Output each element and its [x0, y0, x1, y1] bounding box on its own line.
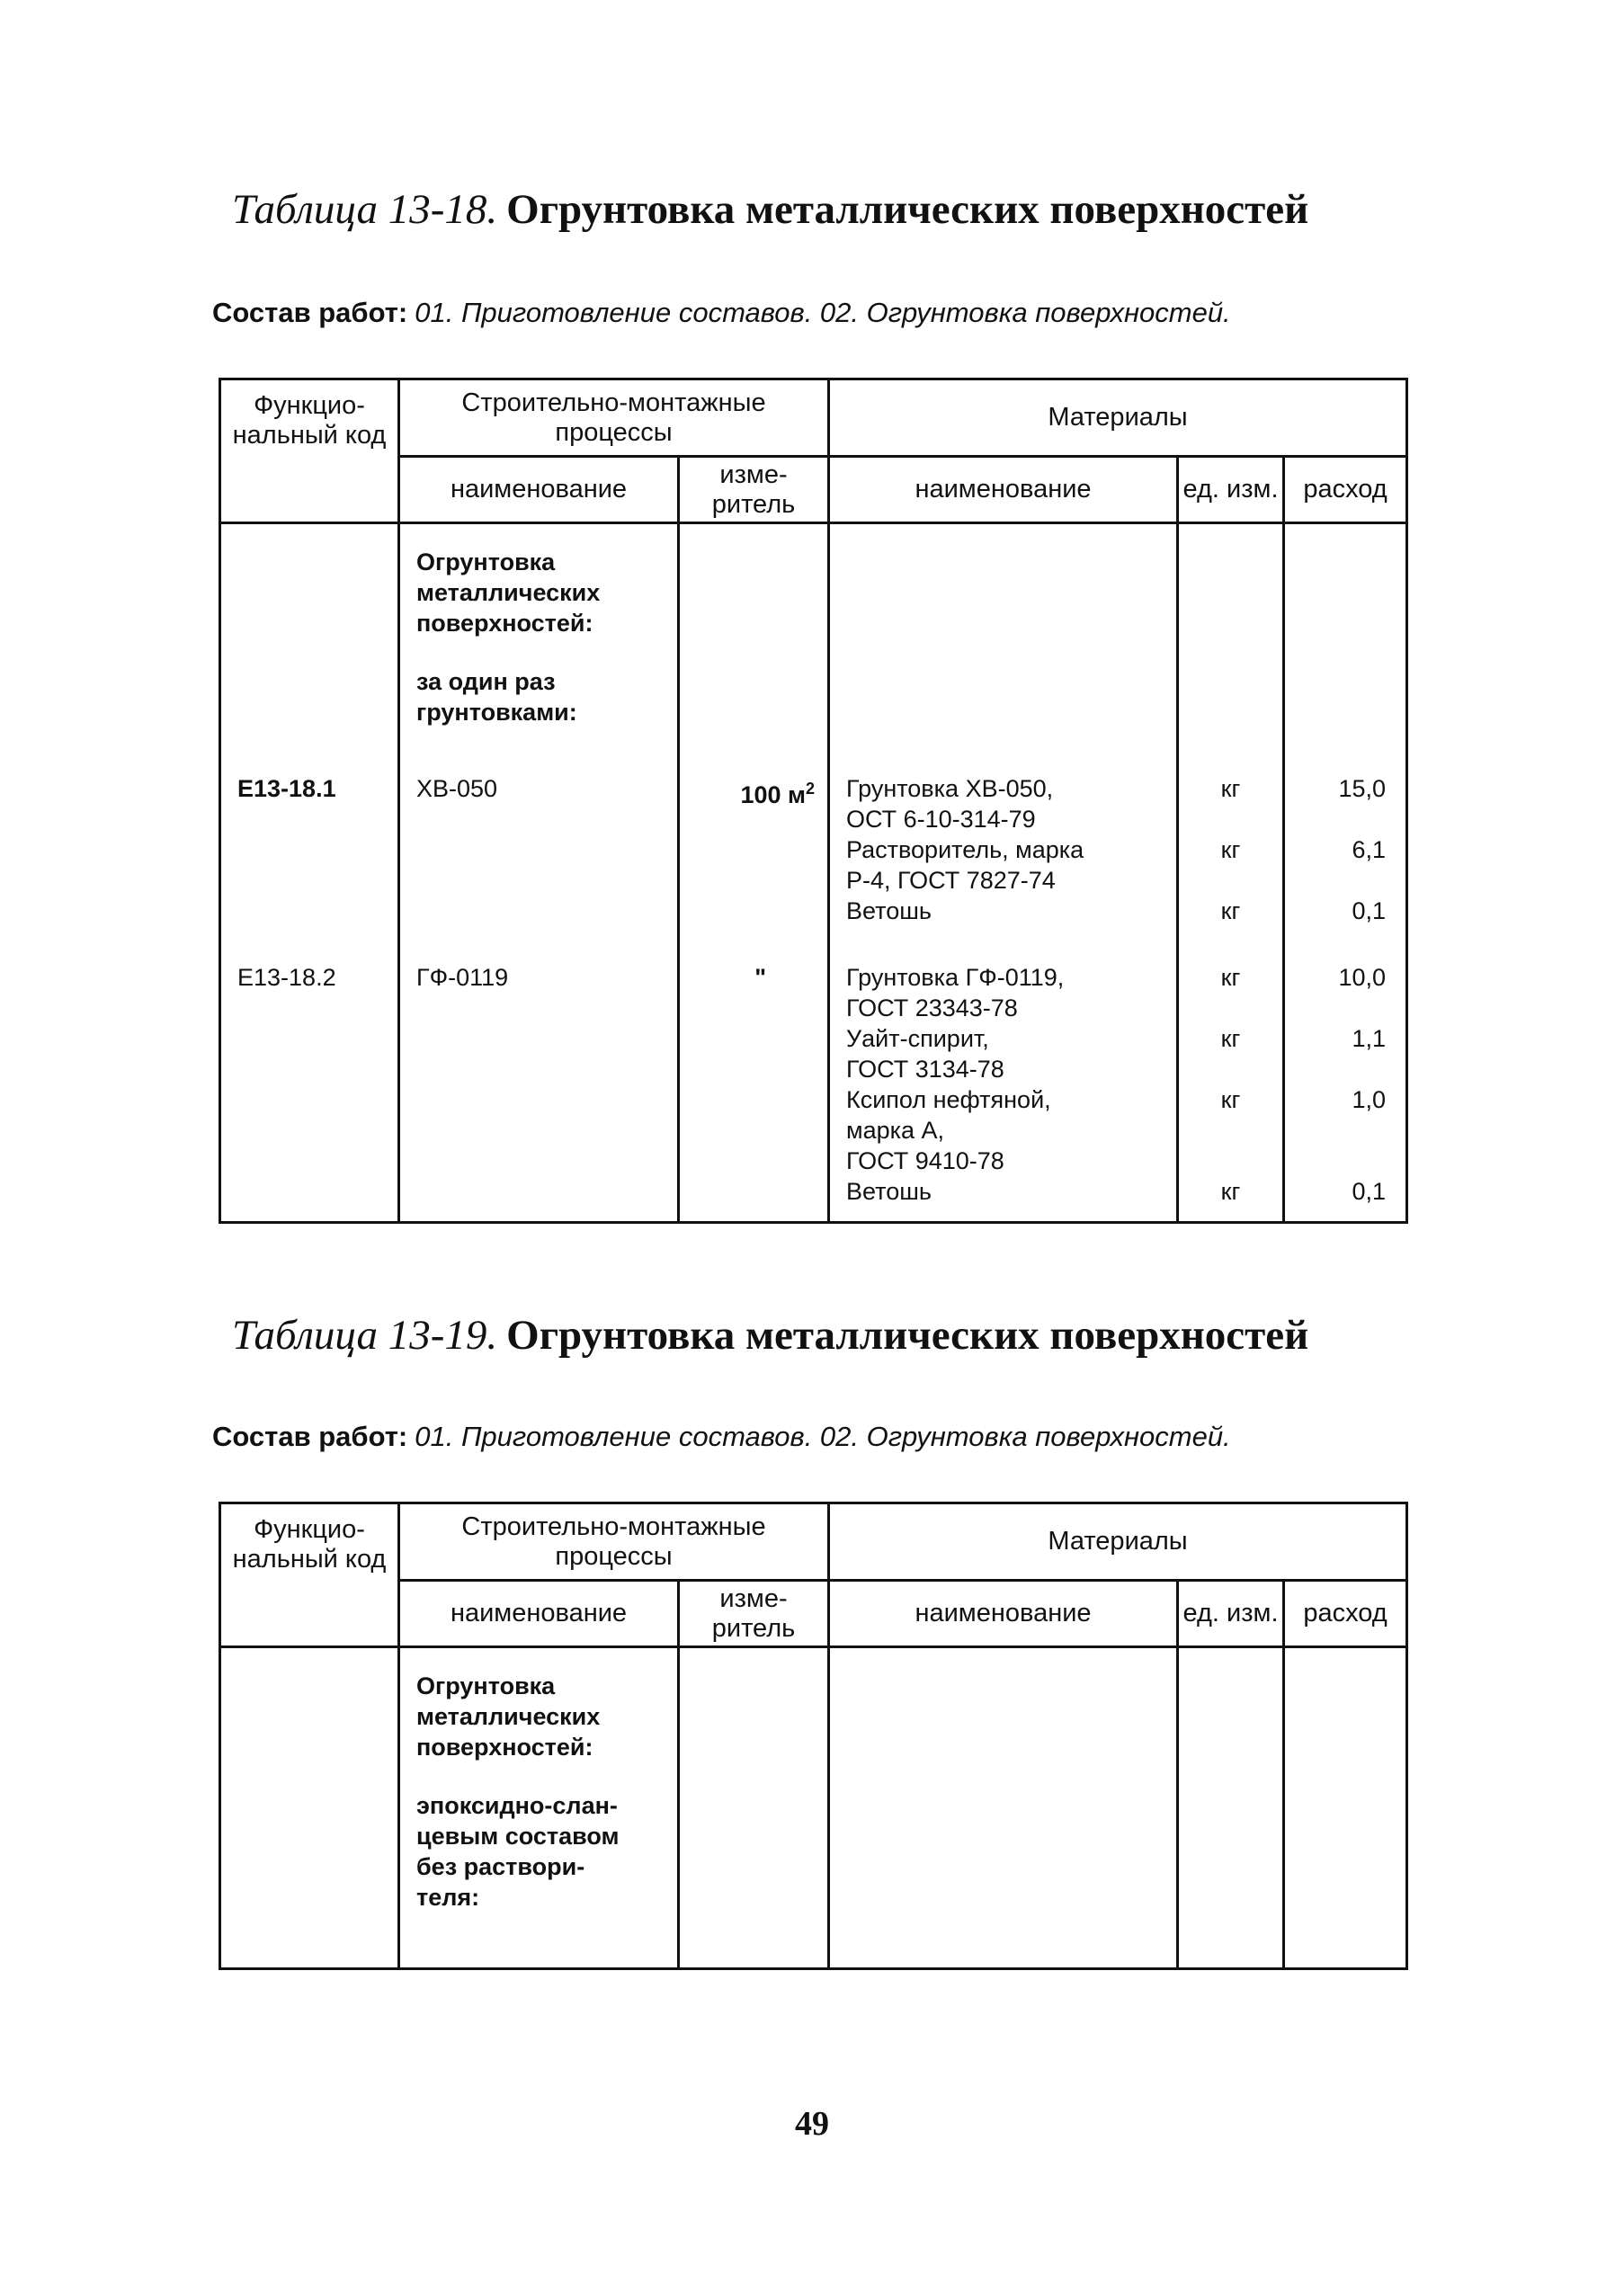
material-name-line: Грунтовка ГФ-0119,	[846, 964, 1065, 991]
header-meter: изме-ритель	[679, 1581, 829, 1647]
header-code: Функцио-нальный код	[220, 1503, 399, 1647]
row-code: Е13-18.1	[237, 775, 336, 802]
code-column	[220, 523, 399, 1223]
header-consumption: расход	[1284, 1581, 1407, 1647]
work-composition-text: 01. Приготовление составов. 02. Огрунтовка поверхностей.	[415, 297, 1231, 328]
material-name-line: Ксипол нефтяной,	[846, 1086, 1051, 1113]
process-column	[399, 523, 679, 1223]
row-meter: 100 $м^2$	[740, 780, 815, 808]
group-subtitle-line: теля:	[416, 1884, 480, 1911]
group-title-line: поверхностей:	[416, 1734, 593, 1761]
header-unit: ед. изм.	[1178, 1581, 1284, 1647]
meter-column	[679, 1647, 829, 1969]
group-title-line: Огрунтовка	[416, 1672, 556, 1699]
material-name-line: Ветошь	[846, 1178, 932, 1205]
work-composition-text: 01. Приготовление составов. 02. Огрунтовка поверхностей.	[415, 1421, 1231, 1452]
group-subtitle-line: эпоксидно-слан-	[416, 1792, 618, 1819]
consumption-column	[1284, 1647, 1407, 1969]
row-code: Е13-18.2	[237, 964, 336, 991]
material-consumption: 0,1	[1352, 897, 1387, 924]
process-column	[399, 1647, 679, 1969]
group-subtitle-line: без раствори-	[416, 1853, 585, 1880]
material-name-line: Уайт-спирит,	[846, 1025, 989, 1052]
header-materials: Материалы	[829, 1503, 1407, 1581]
table-number-label: Таблица 13-19.	[232, 1312, 498, 1359]
material-name-column	[829, 1647, 1178, 1969]
material-name-line: Р-4, ГОСТ 7827-74	[846, 867, 1056, 894]
work-composition-label: Состав работ:	[212, 297, 408, 328]
table-13-18-title	[232, 185, 1491, 234]
material-name-line: Грунтовка ХВ-050,	[846, 775, 1054, 802]
table-13-19-title	[232, 1311, 1491, 1360]
work-composition-label: Состав работ:	[212, 1421, 408, 1452]
header-unit: ед. изм.	[1178, 457, 1284, 523]
header-material-name: наименование	[829, 1581, 1178, 1647]
material-unit: кг	[1220, 1178, 1241, 1205]
material-name-line: ОСТ 6-10-314-79	[846, 806, 1036, 833]
group-subtitle-line: грунтовками:	[416, 699, 577, 726]
work-composition	[212, 1421, 1471, 1453]
page-number: 49	[795, 2105, 829, 2143]
table-13-18	[219, 378, 1408, 1224]
material-consumption: 1,0	[1352, 1086, 1387, 1113]
material-unit: кг	[1220, 836, 1241, 863]
material-unit: кг	[1220, 897, 1241, 924]
material-name-column	[829, 523, 1178, 1223]
material-consumption: 15,0	[1338, 775, 1387, 802]
material-name-line: ГОСТ 23343-78	[846, 994, 1018, 1021]
material-name-line: Растворитель, марка	[846, 836, 1084, 863]
group-subtitle-line: за один раз	[416, 668, 556, 695]
header-process-name: наименование	[399, 1581, 679, 1647]
header-meter: изме-ритель	[679, 457, 829, 523]
unit-column	[1178, 1647, 1284, 1969]
group-title-line: поверхностей:	[416, 610, 593, 637]
material-consumption: 1,1	[1352, 1025, 1387, 1052]
header-material-name: наименование	[829, 457, 1178, 523]
group-title-line: Огрунтовка	[416, 548, 556, 575]
header-process-name: наименование	[399, 457, 679, 523]
unit-column	[1178, 523, 1284, 1223]
meter-column	[679, 523, 829, 1223]
material-name-line: Ветошь	[846, 897, 932, 924]
material-unit: кг	[1220, 1086, 1241, 1113]
table-title-text: Огрунтовка металлических поверхностей	[506, 186, 1309, 233]
work-composition	[212, 297, 1471, 329]
table-title-text: Огрунтовка металлических поверхностей	[506, 1312, 1309, 1359]
material-name-line: ГОСТ 9410-78	[846, 1147, 1004, 1174]
consumption-column	[1284, 523, 1407, 1223]
code-column	[220, 1647, 399, 1969]
group-subtitle-line: цевым составом	[416, 1823, 620, 1850]
material-consumption: 6,1	[1352, 836, 1387, 863]
material-consumption: 0,1	[1352, 1178, 1387, 1205]
row-process: ХВ-050	[416, 775, 498, 802]
material-unit: кг	[1220, 775, 1241, 802]
material-consumption: 10,0	[1338, 964, 1387, 991]
header-materials: Материалы	[829, 379, 1407, 457]
material-name-line: марка А,	[846, 1117, 945, 1144]
material-unit: кг	[1220, 964, 1241, 991]
header-processes: Строительно-монтажные процессы	[399, 1503, 829, 1581]
group-title-line: металлических	[416, 1703, 601, 1730]
row-process: ГФ-0119	[416, 964, 509, 991]
material-name-line: ГОСТ 3134-78	[846, 1056, 1004, 1083]
group-title-line: металлических	[416, 579, 601, 606]
table-13-19	[219, 1502, 1408, 1970]
row-meter: "	[754, 964, 766, 991]
header-consumption: расход	[1284, 457, 1407, 523]
header-processes: Строительно-монтажные процессы	[399, 379, 829, 457]
material-unit: кг	[1220, 1025, 1241, 1052]
header-code: Функцио-нальный код	[220, 379, 399, 523]
table-number-label: Таблица 13-18.	[232, 186, 498, 233]
